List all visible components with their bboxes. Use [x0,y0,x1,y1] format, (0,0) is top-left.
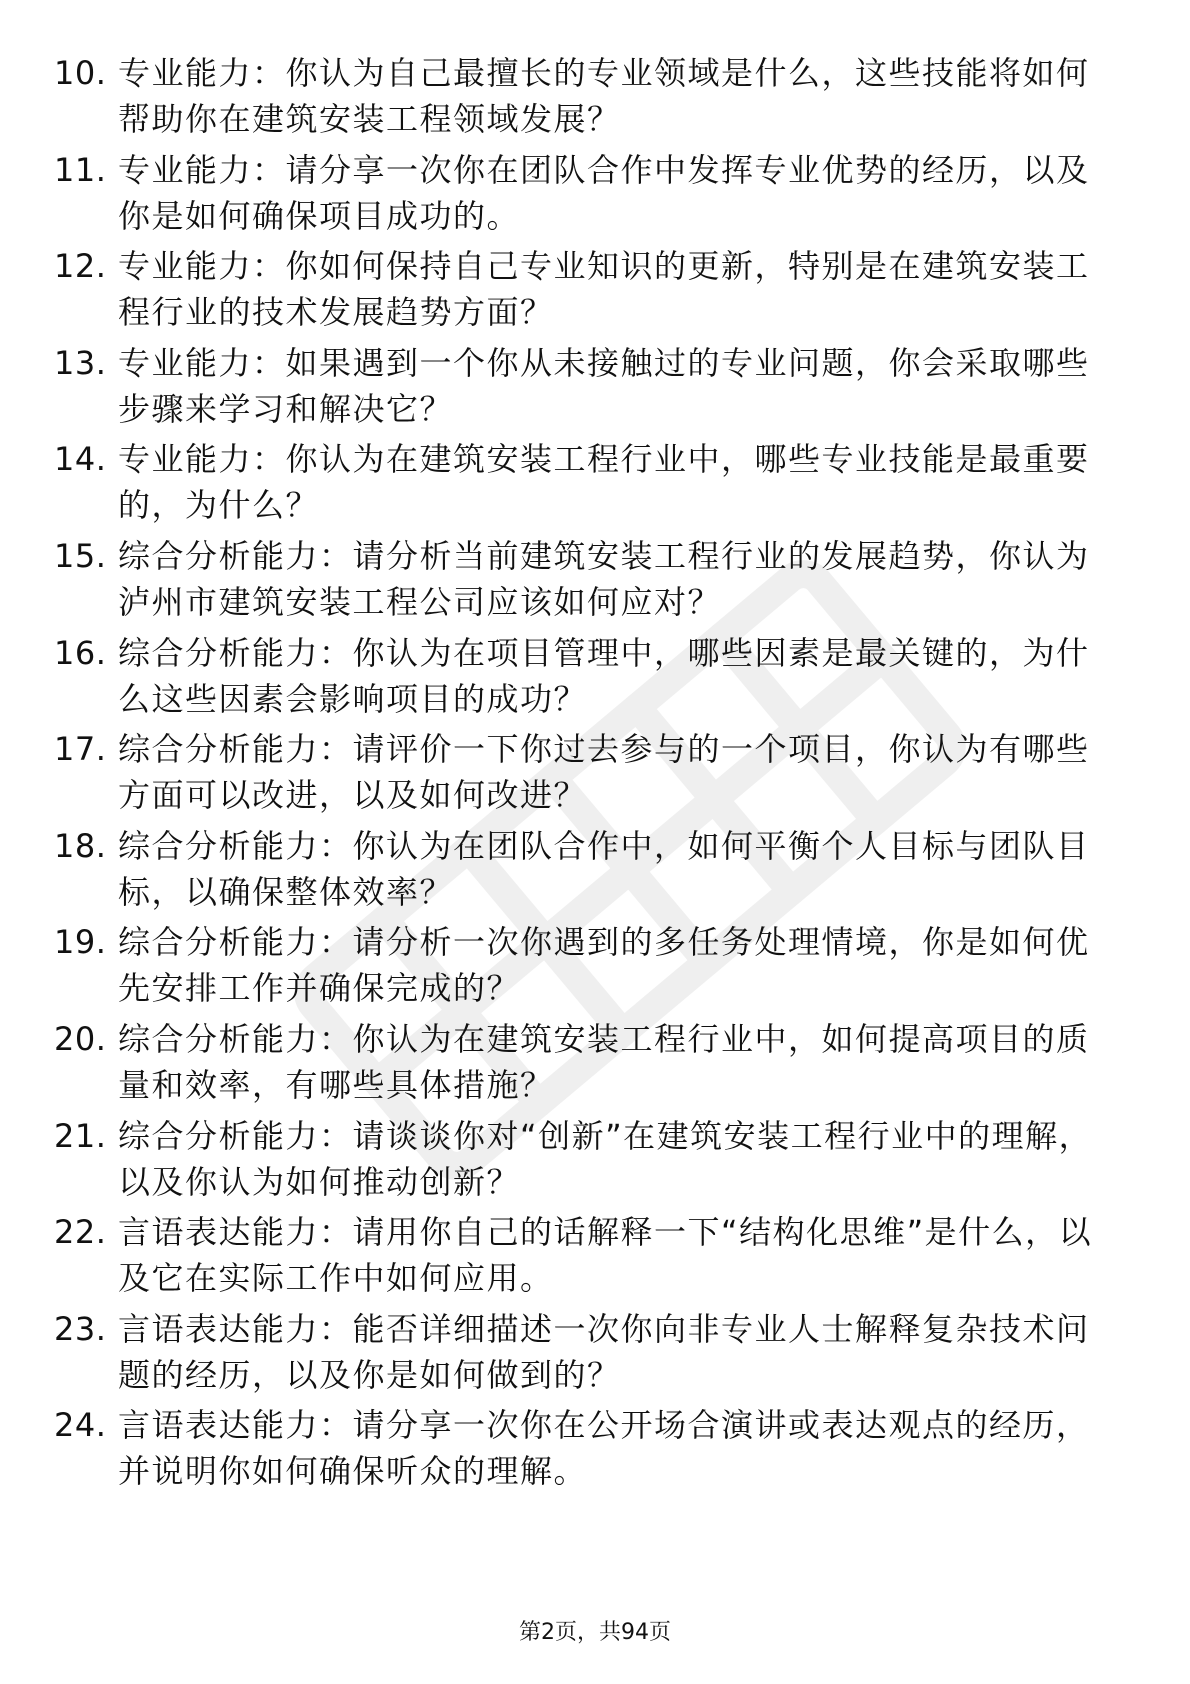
question-text: 专业能力：请分享一次你在团队合作中发挥专业优势的经历，以及你是如何确保项目成功的。 [118,150,1090,235]
list-item [54,1306,1134,1403]
question-text: 综合分析能力：你认为在团队合作中，如何平衡个人目标与团队目标，以确保整体效率？ [118,826,1090,911]
question-text: 综合分析能力：请谈谈你对“创新”在建筑安装工程行业中的理解，以及你认为如何推动创新？ [118,1116,1093,1201]
question-text: 专业能力：你认为自己最擅长的专业领域是什么，这些技能将如何帮助你在建筑安装工程领域发展？ [118,54,1090,138]
list-item [54,147,1134,244]
list-item [54,533,1134,630]
question-number: 21. [54,1116,107,1155]
list-item [54,1402,1134,1499]
question-number: 18. [54,826,107,865]
question-number: 16. [54,633,107,672]
question-number: 15. [54,536,107,575]
question-text: 言语表达能力：请分享一次你在公开场合演讲或表达观点的经历，并说明你如何确保听众的理解。 [118,1406,1090,1491]
question-text: 专业能力：你认为在建筑安装工程行业中，哪些专业技能是最重要的，为什么？ [118,440,1090,525]
page-number: 第2页，共94页 [519,1620,671,1645]
question-number: 20. [54,1019,107,1058]
question-text: 专业能力：你如何保持自己专业知识的更新，特别是在建筑安装工程行业的技术发展趋势方面？ [118,247,1090,332]
question-text: 综合分析能力：请评价一下你过去参与的一个项目，你认为有哪些方面可以改进，以及如何改进？ [118,730,1090,815]
list-item [54,1209,1134,1306]
question-text: 言语表达能力：请用你自己的话解释一下“结构化思维”是什么，以及它在实际工作中如何应用。 [118,1213,1093,1298]
question-number: 12. [54,247,107,286]
question-number: 19. [54,923,107,962]
question-number: 11. [54,150,107,189]
question-text: 言语表达能力：能否详细描述一次你向非专业人士解释复杂技术问题的经历，以及你是如何做到的？ [118,1309,1090,1394]
question-number: 22. [54,1213,107,1252]
list-item [54,1113,1134,1210]
question-text: 综合分析能力：请分析一次你遇到的多任务处理情境，你是如何优先安排工作并确保完成的？ [118,923,1090,1008]
question-number: 10. [54,54,107,92]
question-number: 24. [54,1406,107,1445]
list-item [54,726,1134,823]
list-item [54,823,1134,920]
question-number: 13. [54,343,107,382]
list-item [54,436,1134,533]
list-item [54,340,1134,437]
question-list [54,50,1134,1499]
list-item [54,630,1134,727]
question-text: 综合分析能力：你认为在建筑安装工程行业中，如何提高项目的质量和效率，有哪些具体措施？ [118,1019,1090,1104]
list-item [54,919,1134,1016]
question-text: 综合分析能力：你认为在项目管理中，哪些因素是最关键的，为什么这些因素会影响项目的成功？ [118,633,1090,718]
list-item [54,50,1134,147]
question-number: 17. [54,730,107,769]
question-number: 23. [54,1309,107,1348]
list-item [54,243,1134,340]
question-text: 综合分析能力：请分析当前建筑安装工程行业的发展趋势，你认为泸州市建筑安装工程公司应该如何应对？ [118,536,1090,621]
list-item [54,1016,1134,1113]
question-text: 专业能力：如果遇到一个你从未接触过的专业问题，你会采取哪些步骤来学习和解决它？ [118,343,1090,428]
question-number: 14. [54,440,107,479]
